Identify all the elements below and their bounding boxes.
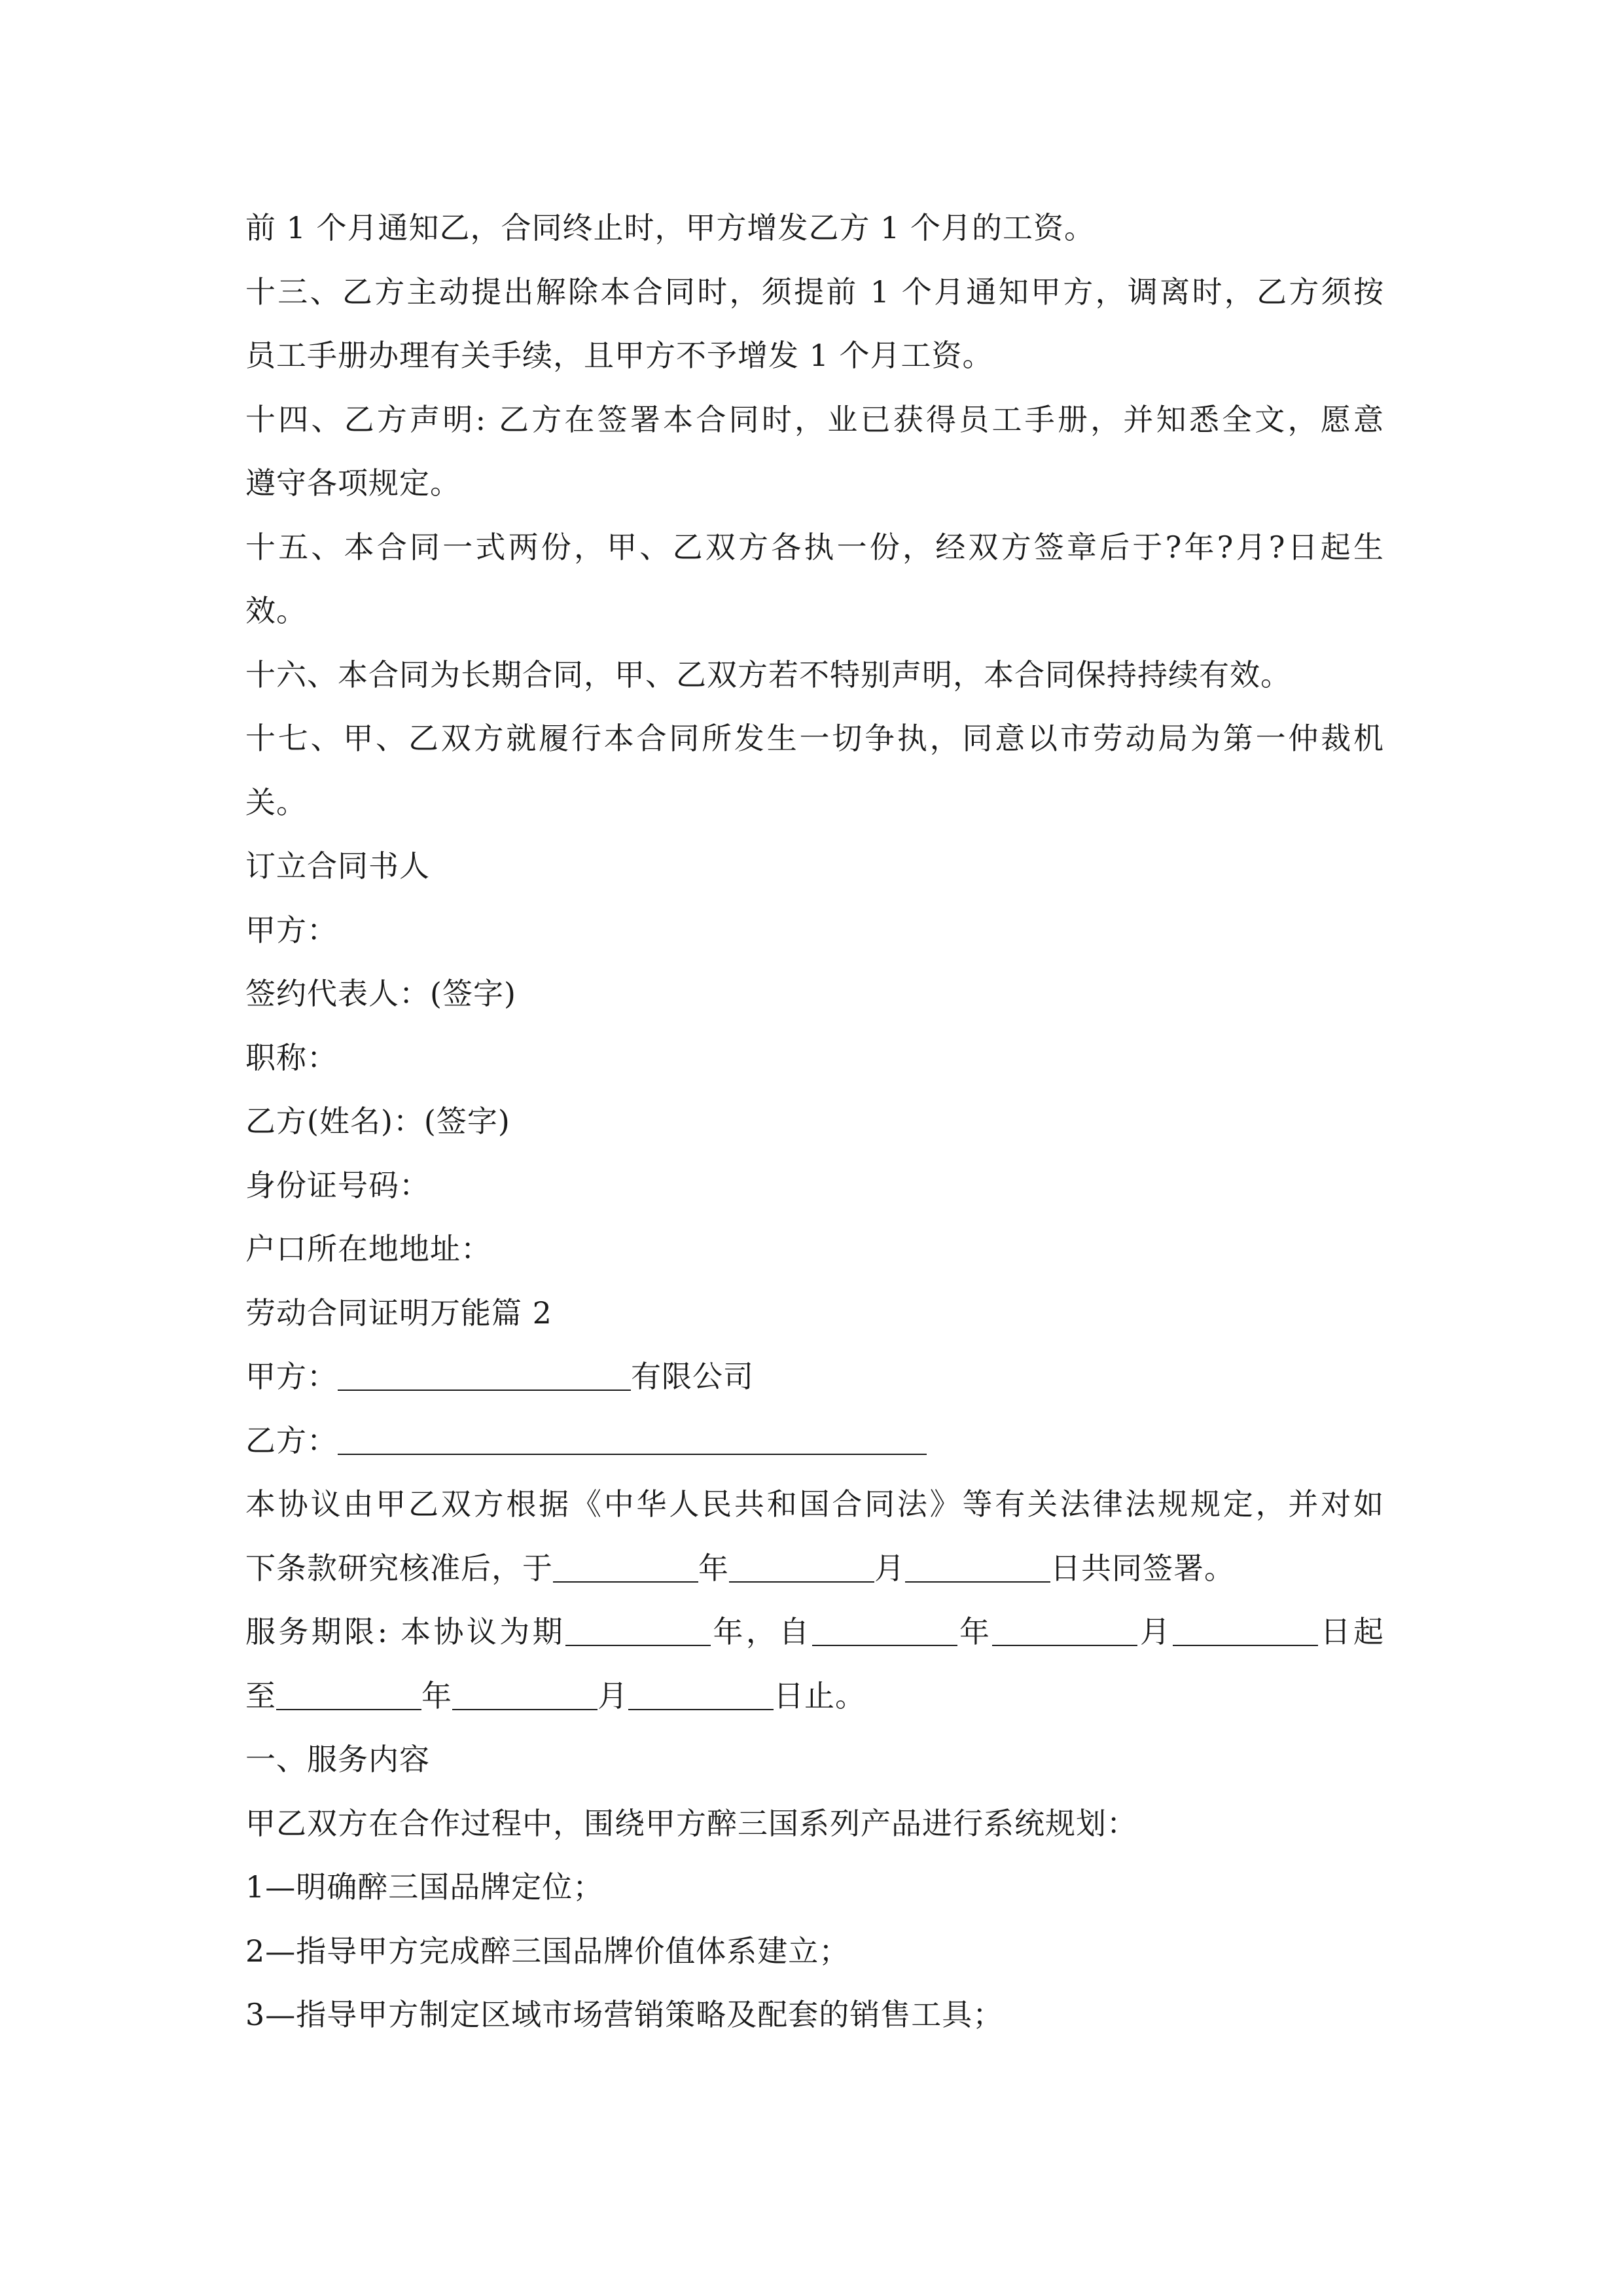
start-month-blank — [992, 1619, 1137, 1646]
document-body — [245, 196, 1384, 2047]
representative-field: 签约代表人：(签字) — [245, 976, 516, 1011]
end-month-blank — [452, 1683, 597, 1710]
start-year-blank — [812, 1619, 957, 1646]
text-line: 关。 — [245, 784, 307, 820]
year-label: 年 — [421, 1677, 452, 1713]
party-b-line — [245, 1409, 1384, 1473]
end-year-blank — [276, 1683, 421, 1710]
signatories-heading: 订立合同书人 — [245, 848, 430, 884]
sign-year-blank — [553, 1555, 698, 1583]
party-b-label: 乙方： — [245, 1422, 338, 1458]
sign-day-blank — [905, 1555, 1050, 1583]
agreement-line-1: 本协议由甲乙双方根据《中华人民共和国合同法》等有关法律法规规定，并对如 — [245, 1486, 1384, 1522]
clause-13: 十三、乙方主动提出解除本合同时，须提前 1 个月通知甲方，调离时，乙方须按 — [245, 274, 1384, 310]
party-a-blank — [338, 1363, 631, 1391]
address-field: 户口所在地地址： — [245, 1231, 491, 1266]
term-years-blank — [565, 1619, 711, 1646]
text-line: 员工手册办理有关手续，且甲方不予增发 1 个月工资。 — [245, 338, 993, 373]
clause-17: 十七、甲、乙双方就履行本合同所发生一切争执，同意以市劳动局为第一仲裁机 — [245, 721, 1384, 756]
party-a-line — [245, 1345, 1384, 1409]
start-day-blank — [1173, 1619, 1318, 1646]
sign-suffix: 日共同签署。 — [1050, 1550, 1235, 1586]
clause-14: 十四、乙方声明: 乙方在签署本合同时，业已获得员工手册，并知悉全文，愿意 — [245, 401, 1384, 437]
clause-15: 十五、本合同一式两份，甲、乙双方各执一份，经双方签章后于?年?月?日起生 — [245, 529, 1384, 565]
service-intro: 甲乙双方在合作过程中，围绕甲方醉三国系列产品进行系统规划： — [245, 1805, 1137, 1841]
month-label: 月 — [597, 1677, 628, 1713]
term-line-2 — [245, 1664, 1384, 1729]
section-title: 劳动合同证明万能篇 2 — [245, 1295, 552, 1331]
term-to: 至 — [245, 1677, 276, 1713]
party-b-name-field: 乙方(姓名)：(签字) — [245, 1103, 510, 1139]
id-number-field: 身份证号码： — [245, 1167, 430, 1203]
year-label: 年 — [957, 1614, 993, 1649]
term-line-1 — [245, 1600, 1384, 1664]
month-label: 月 — [1137, 1614, 1173, 1649]
title-field: 职称： — [245, 1039, 338, 1075]
party-a-suffix: 有限公司 — [631, 1359, 754, 1394]
sign-month-blank — [729, 1555, 874, 1583]
year-label: 年 — [698, 1550, 729, 1586]
agreement-prefix: 下条款研究核准后，于 — [245, 1550, 553, 1586]
month-label: 月 — [874, 1550, 905, 1586]
text-line: 遵守各项规定。 — [245, 465, 461, 501]
clause-16: 十六、本合同为长期合同，甲、乙双方若不特别声明，本合同保持持续有效。 — [245, 656, 1291, 692]
service-heading: 一、服务内容 — [245, 1742, 430, 1777]
text-line: 前 1 个月通知乙，合同终止时，甲方增发乙方 1 个月的工资。 — [245, 210, 1096, 245]
service-item: 2—指导甲方完成醉三国品牌价值体系建立； — [245, 1933, 850, 1969]
term-year-from: 年，自 — [711, 1614, 812, 1649]
party-a-label: 甲方： — [245, 912, 338, 948]
term-day-from: 日起 — [1318, 1614, 1385, 1649]
term-end: 日止。 — [774, 1677, 866, 1713]
agreement-line-2 — [245, 1537, 1384, 1601]
party-a-label: 甲方： — [245, 1359, 338, 1394]
party-b-blank — [338, 1427, 927, 1455]
end-day-blank — [628, 1683, 774, 1710]
term-prefix: 服务期限: 本协议为期 — [245, 1614, 566, 1649]
service-item: 3—指导甲方制定区域市场营销策略及配套的销售工具； — [245, 1997, 1004, 2032]
text-line: 效。 — [245, 593, 307, 628]
service-item: 1—明确醉三国品牌定位； — [245, 1869, 604, 1905]
